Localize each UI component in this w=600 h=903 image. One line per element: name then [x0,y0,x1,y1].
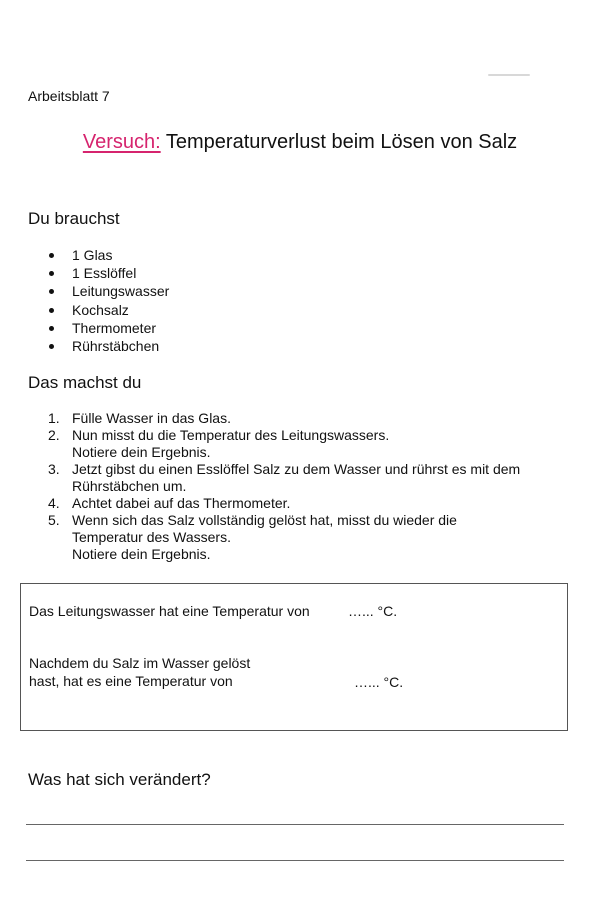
step-number: 3. [48,461,60,477]
step-text: Temperatur des Wassers. [72,529,231,545]
step-item [28,512,573,563]
step-number: 4. [48,495,60,511]
salted-water-result-line-2: hast, hat es eine Temperatur von [29,673,233,689]
step-number: 5. [48,512,60,528]
materials-list [28,246,169,355]
page-title [0,131,600,154]
worksheet-label: Arbeitsblatt 7 [28,88,110,104]
step-text: Notiere dein Ergebnis. [72,444,211,460]
tap-water-temperature-blank[interactable]: …... °C. [348,603,398,619]
list-item: 1 Esslöffel [28,264,169,282]
step-item [28,410,573,427]
step-text: Rührstäbchen um. [72,478,187,494]
step-text: Wenn sich das Salz vollständig gelöst hat, misst du wieder die [72,512,457,528]
step-text: Nun misst du die Temperatur des Leitungswassers. [72,427,390,443]
step-item [28,495,573,512]
step-text: Fülle Wasser in das Glas. [72,410,231,426]
title-text: Temperaturverlust beim Lösen von Salz [165,131,518,153]
step-number: 1. [48,410,60,426]
list-item: Leitungswasser [28,282,169,300]
answer-line[interactable] [26,824,564,825]
procedure-heading: Das machst du [28,373,142,392]
step-number: 2. [48,427,60,443]
answer-line[interactable] [26,860,564,861]
procedure-steps [28,410,573,563]
results-box [20,583,568,731]
question-heading: Was hat sich verändert? [28,770,211,789]
list-item: 1 Glas [28,246,169,264]
list-item: Rührstäbchen [28,337,169,355]
step-text: Notiere dein Ergebnis. [72,546,211,562]
salted-water-temperature-blank[interactable]: …... °C. [354,674,404,690]
salted-water-result-line-1: Nachdem du Salz im Wasser gelöst [29,655,251,671]
list-item: Thermometer [28,319,169,337]
list-item: Kochsalz [28,301,169,319]
title-accent: Versuch: [82,131,161,153]
step-item [28,461,573,495]
step-text: Achtet dabei auf das Thermometer. [72,495,291,511]
tap-water-result-text: Das Leitungswasser hat eine Temperatur von [29,603,310,619]
scan-mark [488,74,530,76]
step-item [28,427,573,461]
step-text: Jetzt gibst du einen Esslöffel Salz zu dem Wasser und rührst es mit dem [72,461,521,477]
materials-heading: Du brauchst [28,209,120,228]
